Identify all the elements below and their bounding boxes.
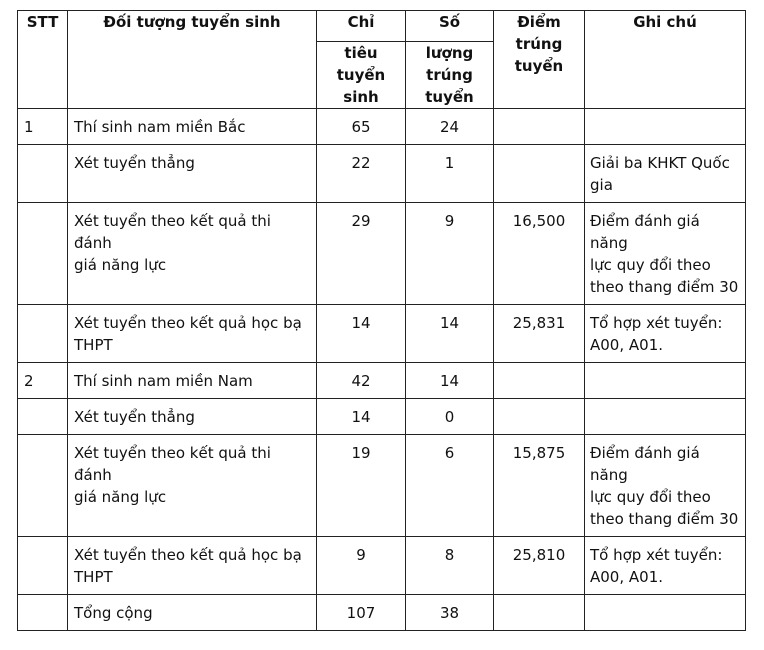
row-admitted-cell: 38 [406,595,494,631]
row-score-cell [494,363,585,399]
row-object-cell: Xét tuyển theo kết quả học bạ THPT [68,305,317,363]
header-stt: STT [18,11,68,109]
table-row [18,363,746,399]
row-stt-cell [18,203,68,305]
row-note-cell: Tổ hợp xét tuyển: A00, A01. [585,305,746,363]
table-row [18,203,746,305]
header-admitted-top: Số [406,11,494,42]
row-object-cell: Xét tuyển thẳng [68,399,317,435]
row-score-cell: 15,875 [494,435,585,537]
row-admitted-cell: 6 [406,435,494,537]
row-admitted-cell: 24 [406,109,494,145]
table-row [18,595,746,631]
row-quota-cell: 14 [317,305,406,363]
row-quota-cell: 107 [317,595,406,631]
row-quota-cell: 29 [317,203,406,305]
admissions-table [17,10,746,631]
row-admitted-cell: 14 [406,363,494,399]
table-row [18,435,746,537]
row-score-cell: 25,831 [494,305,585,363]
row-note-cell: Tổ hợp xét tuyển: A00, A01. [585,537,746,595]
row-note-cell [585,399,746,435]
row-object-cell: Thí sinh nam miền Nam [68,363,317,399]
row-stt-cell [18,595,68,631]
table-row [18,145,746,203]
row-score-cell [494,109,585,145]
table-body [18,109,746,631]
table-row [18,537,746,595]
row-quota-cell: 9 [317,537,406,595]
header-quota-top: Chỉ [317,11,406,42]
row-quota-cell: 65 [317,109,406,145]
row-quota-cell: 42 [317,363,406,399]
table-header-row [18,11,746,42]
header-object: Đối tượng tuyển sinh [68,11,317,109]
row-object-cell: Thí sinh nam miền Bắc [68,109,317,145]
row-quota-cell: 14 [317,399,406,435]
table-row [18,109,746,145]
table-row [18,305,746,363]
row-score-cell [494,399,585,435]
header-quota-bottom: tiêu tuyển sinh [317,42,406,109]
row-object-cell: Xét tuyển thẳng [68,145,317,203]
row-admitted-cell: 8 [406,537,494,595]
row-score-cell [494,145,585,203]
row-object-cell: Xét tuyển theo kết quả học bạ THPT [68,537,317,595]
row-note-cell: Điểm đánh giá năng lực quy đổi theo theo thang điểm 30 [585,435,746,537]
row-note-cell: Giải ba KHKT Quốc gia [585,145,746,203]
row-admitted-cell: 14 [406,305,494,363]
table-row [18,399,746,435]
header-admitted-bottom: lượng trúng tuyển [406,42,494,109]
row-note-cell [585,109,746,145]
row-score-cell [494,595,585,631]
row-note-cell [585,595,746,631]
row-admitted-cell: 9 [406,203,494,305]
row-object-cell: Xét tuyển theo kết quả thi đánh giá năng lực [68,203,317,305]
row-stt-cell [18,305,68,363]
row-quota-cell: 19 [317,435,406,537]
header-note: Ghi chú [585,11,746,109]
row-stt-cell [18,435,68,537]
row-object-cell: Tổng cộng [68,595,317,631]
row-stt-cell: 2 [18,363,68,399]
row-score-cell: 25,810 [494,537,585,595]
row-stt-cell [18,399,68,435]
header-score: Điểm trúng tuyển [494,11,585,109]
row-admitted-cell: 1 [406,145,494,203]
row-note-cell [585,363,746,399]
row-note-cell: Điểm đánh giá năng lực quy đổi theo theo thang điểm 30 [585,203,746,305]
row-object-cell: Xét tuyển theo kết quả thi đánh giá năng lực [68,435,317,537]
row-score-cell: 16,500 [494,203,585,305]
row-stt-cell [18,145,68,203]
row-stt-cell: 1 [18,109,68,145]
row-stt-cell [18,537,68,595]
row-admitted-cell: 0 [406,399,494,435]
row-quota-cell: 22 [317,145,406,203]
